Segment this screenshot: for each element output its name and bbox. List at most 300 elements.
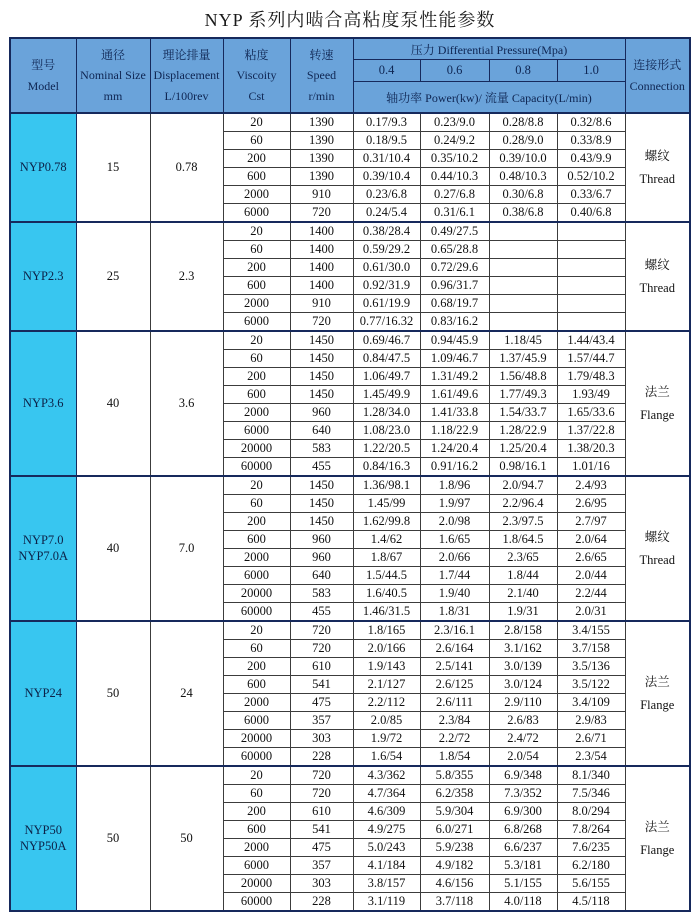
table-row: [10, 113, 690, 132]
power-capacity-cell: 3.4/155: [557, 621, 625, 640]
viscosity-cell: 60: [223, 785, 290, 803]
power-capacity-cell: 1.54/33.7: [489, 404, 557, 422]
power-capacity-cell: 1.46/31.5: [353, 603, 420, 622]
table-body: [10, 113, 690, 911]
power-capacity-cell: 0.92/31.9: [353, 277, 420, 295]
nominal-size-cell: 50: [76, 621, 150, 766]
power-capacity-cell: 1.8/64.5: [489, 531, 557, 549]
power-capacity-cell: 5.0/243: [353, 839, 420, 857]
speed-cell: 910: [290, 186, 353, 204]
viscosity-cell: 600: [223, 386, 290, 404]
speed-cell: 640: [290, 422, 353, 440]
col-header-nominal-unit: mm: [103, 88, 123, 103]
speed-cell: 960: [290, 549, 353, 567]
power-capacity-cell: 0.84/16.3: [353, 458, 420, 477]
power-capacity-cell: 0.28/8.8: [489, 113, 557, 132]
viscosity-cell: 60: [223, 495, 290, 513]
power-capacity-cell: 1.77/49.3: [489, 386, 557, 404]
col-header-speed-cn: 转速: [309, 47, 334, 62]
power-capacity-cell: 0.33/8.9: [557, 132, 625, 150]
power-capacity-cell: 1.93/49: [557, 386, 625, 404]
model-cell: NYP7.0 NYP7.0A: [10, 476, 76, 621]
power-capacity-cell: 2.6/83: [489, 712, 557, 730]
power-capacity-cell: 0.61/30.0: [353, 259, 420, 277]
col-header-speed-en: Speed: [306, 68, 337, 83]
viscosity-cell: 600: [223, 531, 290, 549]
viscosity-cell: 6000: [223, 313, 290, 332]
power-capacity-cell: 8.0/294: [557, 803, 625, 821]
power-capacity-cell: 3.7/158: [557, 640, 625, 658]
power-capacity-cell: 1.44/43.4: [557, 331, 625, 350]
power-capacity-cell: 6.2/358: [420, 785, 489, 803]
power-capacity-cell: 0.40/6.8: [557, 204, 625, 223]
speed-cell: 1400: [290, 222, 353, 241]
table-row: [10, 476, 690, 495]
viscosity-cell: 60000: [223, 748, 290, 767]
power-capacity-cell: [489, 313, 557, 332]
power-capacity-cell: [557, 259, 625, 277]
speed-cell: 475: [290, 839, 353, 857]
power-capacity-cell: 1.6/54: [353, 748, 420, 767]
viscosity-cell: 600: [223, 821, 290, 839]
power-capacity-cell: 5.9/238: [420, 839, 489, 857]
performance-table: [9, 37, 691, 912]
speed-cell: 720: [290, 766, 353, 785]
connection-cell: 螺纹 Thread: [625, 222, 690, 331]
col-header-displacement-cn: 理论排量: [162, 47, 211, 62]
power-capacity-cell: 0.24/9.2: [420, 132, 489, 150]
speed-cell: 303: [290, 730, 353, 748]
power-capacity-cell: 0.61/19.9: [353, 295, 420, 313]
nominal-size-cell: 25: [76, 222, 150, 331]
viscosity-cell: 20: [223, 621, 290, 640]
power-capacity-cell: 6.6/237: [489, 839, 557, 857]
power-capacity-cell: 2.6/71: [557, 730, 625, 748]
power-capacity-cell: 1.61/49.6: [420, 386, 489, 404]
displacement-cell: 50: [150, 766, 223, 911]
power-capacity-cell: 2.0/66: [420, 549, 489, 567]
speed-cell: 541: [290, 821, 353, 839]
speed-cell: 610: [290, 803, 353, 821]
col-header-displacement: [150, 38, 223, 113]
power-capacity-cell: [489, 241, 557, 259]
speed-cell: 1450: [290, 513, 353, 531]
viscosity-cell: 2000: [223, 186, 290, 204]
power-capacity-cell: 3.0/139: [489, 658, 557, 676]
power-capacity-cell: 6.8/268: [489, 821, 557, 839]
power-capacity-cell: 1.01/16: [557, 458, 625, 477]
viscosity-cell: 20000: [223, 440, 290, 458]
power-capacity-cell: 0.52/10.2: [557, 168, 625, 186]
table-row: [10, 766, 690, 785]
speed-cell: 357: [290, 857, 353, 875]
viscosity-cell: 20: [223, 476, 290, 495]
viscosity-cell: 20000: [223, 730, 290, 748]
col-header-model: [10, 38, 76, 113]
power-capacity-cell: [557, 313, 625, 332]
power-capacity-cell: 1.8/44: [489, 567, 557, 585]
power-capacity-cell: 0.28/9.0: [489, 132, 557, 150]
power-capacity-cell: 0.17/9.3: [353, 113, 420, 132]
power-capacity-cell: 0.27/6.8: [420, 186, 489, 204]
power-capacity-cell: 3.7/118: [420, 893, 489, 912]
power-capacity-cell: 5.9/304: [420, 803, 489, 821]
viscosity-cell: 20: [223, 766, 290, 785]
power-capacity-cell: 4.6/309: [353, 803, 420, 821]
power-capacity-cell: 0.77/16.32: [353, 313, 420, 332]
viscosity-cell: 200: [223, 803, 290, 821]
col-header-connection-en: Connection: [629, 78, 685, 93]
power-capacity-cell: 0.38/6.8: [489, 204, 557, 223]
power-capacity-cell: 0.44/10.3: [420, 168, 489, 186]
table-header: [10, 38, 690, 113]
power-capacity-cell: 4.9/275: [353, 821, 420, 839]
displacement-cell: 7.0: [150, 476, 223, 621]
power-capacity-cell: 0.49/27.5: [420, 222, 489, 241]
viscosity-cell: 200: [223, 513, 290, 531]
power-capacity-cell: 0.31/6.1: [420, 204, 489, 223]
speed-cell: 910: [290, 295, 353, 313]
power-capacity-cell: 1.36/98.1: [353, 476, 420, 495]
power-capacity-cell: 2.9/110: [489, 694, 557, 712]
power-capacity-cell: 5.3/181: [489, 857, 557, 875]
col-header-displacement-en: Displacement: [153, 68, 220, 83]
power-capacity-cell: 1.5/44.5: [353, 567, 420, 585]
speed-cell: 1400: [290, 241, 353, 259]
viscosity-cell: 2000: [223, 839, 290, 857]
speed-cell: 583: [290, 585, 353, 603]
power-capacity-cell: 2.0/166: [353, 640, 420, 658]
displacement-cell: 3.6: [150, 331, 223, 476]
connection-cell: 法兰 Flange: [625, 766, 690, 911]
power-capacity-cell: 2.6/164: [420, 640, 489, 658]
power-capacity-cell: 0.48/10.3: [489, 168, 557, 186]
speed-cell: 720: [290, 640, 353, 658]
power-capacity-cell: 2.3/97.5: [489, 513, 557, 531]
speed-cell: 1400: [290, 259, 353, 277]
model-cell: NYP2.3: [10, 222, 76, 331]
power-capacity-cell: [557, 222, 625, 241]
power-capacity-cell: 1.65/33.6: [557, 404, 625, 422]
displacement-cell: 24: [150, 621, 223, 766]
viscosity-cell: 6000: [223, 567, 290, 585]
power-capacity-cell: 2.0/85: [353, 712, 420, 730]
power-capacity-cell: 1.18/22.9: [420, 422, 489, 440]
power-capacity-cell: 0.94/45.9: [420, 331, 489, 350]
speed-cell: 720: [290, 785, 353, 803]
power-capacity-cell: 0.69/46.7: [353, 331, 420, 350]
power-capacity-cell: 3.1/162: [489, 640, 557, 658]
speed-cell: 455: [290, 458, 353, 477]
power-capacity-cell: 4.1/184: [353, 857, 420, 875]
viscosity-cell: 600: [223, 168, 290, 186]
pressure-value-0-6: 0.6: [420, 60, 489, 82]
connection-cell: 螺纹 Thread: [625, 476, 690, 621]
model-cell: NYP3.6: [10, 331, 76, 476]
power-capacity-cell: 1.62/99.8: [353, 513, 420, 531]
power-capacity-cell: 4.5/118: [557, 893, 625, 912]
speed-cell: 1450: [290, 495, 353, 513]
power-capacity-cell: 1.09/46.7: [420, 350, 489, 368]
col-header-speed: [290, 38, 353, 113]
power-capacity-cell: 1.31/49.2: [420, 368, 489, 386]
viscosity-cell: 2000: [223, 404, 290, 422]
power-capacity-cell: 1.37/22.8: [557, 422, 625, 440]
power-capacity-cell: [557, 241, 625, 259]
power-capacity-cell: 2.8/158: [489, 621, 557, 640]
col-header-viscosity-en: Viscoity: [236, 68, 277, 83]
power-capacity-cell: 1.28/22.9: [489, 422, 557, 440]
power-capacity-cell: 1.8/96: [420, 476, 489, 495]
power-capacity-cell: 2.9/83: [557, 712, 625, 730]
speed-cell: 357: [290, 712, 353, 730]
power-capacity-cell: 1.9/72: [353, 730, 420, 748]
model-cell: NYP50 NYP50A: [10, 766, 76, 911]
model-cell: NYP0.78: [10, 113, 76, 222]
header-row-1: [10, 38, 690, 60]
power-capacity-cell: 7.5/346: [557, 785, 625, 803]
power-capacity-cell: 2.0/54: [489, 748, 557, 767]
power-capacity-cell: 1.79/48.3: [557, 368, 625, 386]
viscosity-cell: 20000: [223, 585, 290, 603]
speed-cell: 1390: [290, 168, 353, 186]
viscosity-cell: 20: [223, 331, 290, 350]
power-capacity-cell: 7.8/264: [557, 821, 625, 839]
pressure-value-1-0: 1.0: [557, 60, 625, 82]
power-capacity-cell: 0.39/10.4: [353, 168, 420, 186]
power-capacity-cell: 2.0/44: [557, 567, 625, 585]
power-capacity-cell: 1.22/20.5: [353, 440, 420, 458]
power-capacity-cell: 6.0/271: [420, 821, 489, 839]
power-capacity-cell: 1.45/49.9: [353, 386, 420, 404]
power-capacity-cell: 1.8/165: [353, 621, 420, 640]
pressure-value-0-4: 0.4: [353, 60, 420, 82]
power-capacity-cell: 0.38/28.4: [353, 222, 420, 241]
col-header-nominal-en: Nominal Size: [80, 68, 146, 83]
power-capacity-cell: 2.2/44: [557, 585, 625, 603]
nominal-size-cell: 40: [76, 476, 150, 621]
power-capacity-cell: 1.24/20.4: [420, 440, 489, 458]
power-capacity-cell: [489, 222, 557, 241]
power-capacity-cell: 6.2/180: [557, 857, 625, 875]
viscosity-cell: 200: [223, 150, 290, 168]
displacement-cell: 2.3: [150, 222, 223, 331]
power-capacity-cell: 2.6/65: [557, 549, 625, 567]
power-capacity-cell: 4.6/156: [420, 875, 489, 893]
power-capacity-cell: 4.3/362: [353, 766, 420, 785]
power-capacity-cell: 1.08/23.0: [353, 422, 420, 440]
power-capacity-cell: 1.45/99: [353, 495, 420, 513]
speed-cell: 303: [290, 875, 353, 893]
table-row: [10, 331, 690, 350]
col-header-nominal-size: [76, 38, 150, 113]
viscosity-cell: 2000: [223, 694, 290, 712]
speed-cell: 228: [290, 893, 353, 912]
viscosity-cell: 6000: [223, 712, 290, 730]
power-capacity-cell: 2.6/95: [557, 495, 625, 513]
page-title: NYP 系列内啮合高粘度泵性能参数: [204, 10, 496, 30]
power-capacity-cell: 0.43/9.9: [557, 150, 625, 168]
viscosity-cell: 20000: [223, 875, 290, 893]
power-capacity-cell: 1.41/33.8: [420, 404, 489, 422]
power-capacity-cell: 2.2/112: [353, 694, 420, 712]
power-capacity-cell: 2.3/84: [420, 712, 489, 730]
power-capacity-cell: 3.4/109: [557, 694, 625, 712]
power-capacity-cell: 1.28/34.0: [353, 404, 420, 422]
power-capacity-cell: 2.3/16.1: [420, 621, 489, 640]
viscosity-cell: 60000: [223, 603, 290, 622]
power-capacity-cell: 0.83/16.2: [420, 313, 489, 332]
power-capacity-cell: 1.6/65: [420, 531, 489, 549]
power-capacity-cell: 0.23/9.0: [420, 113, 489, 132]
viscosity-cell: 600: [223, 676, 290, 694]
pressure-value-0-8: 0.8: [489, 60, 557, 82]
power-capacity-cell: 3.5/122: [557, 676, 625, 694]
nominal-size-cell: 50: [76, 766, 150, 911]
viscosity-cell: 6000: [223, 857, 290, 875]
speed-cell: 1390: [290, 150, 353, 168]
speed-cell: 960: [290, 404, 353, 422]
power-capacity-cell: 1.7/44: [420, 567, 489, 585]
viscosity-cell: 60: [223, 640, 290, 658]
power-capacity-cell: 4.7/364: [353, 785, 420, 803]
speed-cell: 1400: [290, 277, 353, 295]
speed-cell: 1390: [290, 113, 353, 132]
power-capacity-cell: 0.98/16.1: [489, 458, 557, 477]
viscosity-cell: 20: [223, 113, 290, 132]
power-capacity-cell: 5.1/155: [489, 875, 557, 893]
viscosity-cell: 200: [223, 658, 290, 676]
col-header-model-en: Model: [27, 78, 59, 93]
speed-cell: 720: [290, 621, 353, 640]
viscosity-cell: 60000: [223, 893, 290, 912]
power-capacity-cell: 6.9/348: [489, 766, 557, 785]
viscosity-cell: 2000: [223, 549, 290, 567]
power-capacity-cell: 1.8/67: [353, 549, 420, 567]
power-capacity-cell: 3.1/119: [353, 893, 420, 912]
col-header-power-capacity: 轴功率 Power(kw)/ 流量 Capacity(L/min): [353, 82, 625, 114]
col-header-connection: [625, 38, 690, 113]
col-header-viscosity-unit: Cst: [248, 88, 265, 103]
col-header-viscosity-cn: 粘度: [244, 47, 269, 62]
power-capacity-cell: 2.1/40: [489, 585, 557, 603]
viscosity-cell: 200: [223, 259, 290, 277]
col-header-nominal-cn: 通径: [100, 47, 125, 62]
power-capacity-cell: 1.9/31: [489, 603, 557, 622]
power-capacity-cell: [489, 277, 557, 295]
power-capacity-cell: 0.30/6.8: [489, 186, 557, 204]
col-header-pressure: 压力 Differential Pressure(Mpa): [353, 38, 625, 60]
power-capacity-cell: 0.18/9.5: [353, 132, 420, 150]
power-capacity-cell: [489, 259, 557, 277]
power-capacity-cell: 0.65/28.8: [420, 241, 489, 259]
power-capacity-cell: 1.18/45: [489, 331, 557, 350]
power-capacity-cell: 2.7/97: [557, 513, 625, 531]
speed-cell: 541: [290, 676, 353, 694]
col-header-viscosity: [223, 38, 290, 113]
power-capacity-cell: 2.2/72: [420, 730, 489, 748]
power-capacity-cell: 1.56/48.8: [489, 368, 557, 386]
speed-cell: 455: [290, 603, 353, 622]
power-capacity-cell: 2.4/72: [489, 730, 557, 748]
power-capacity-cell: 0.91/16.2: [420, 458, 489, 477]
power-capacity-cell: 7.3/352: [489, 785, 557, 803]
table-row: [10, 222, 690, 241]
power-capacity-cell: 2.6/125: [420, 676, 489, 694]
power-capacity-cell: 0.31/10.4: [353, 150, 420, 168]
displacement-cell: 0.78: [150, 113, 223, 222]
power-capacity-cell: 3.8/157: [353, 875, 420, 893]
viscosity-cell: 60: [223, 132, 290, 150]
speed-cell: 720: [290, 204, 353, 223]
power-capacity-cell: 2.5/141: [420, 658, 489, 676]
model-cell: NYP24: [10, 621, 76, 766]
speed-cell: 475: [290, 694, 353, 712]
power-capacity-cell: 3.0/124: [489, 676, 557, 694]
power-capacity-cell: 0.68/19.7: [420, 295, 489, 313]
power-capacity-cell: 1.8/54: [420, 748, 489, 767]
speed-cell: 1390: [290, 132, 353, 150]
power-capacity-cell: [557, 295, 625, 313]
viscosity-cell: 20: [223, 222, 290, 241]
power-capacity-cell: 2.0/98: [420, 513, 489, 531]
power-capacity-cell: 4.0/118: [489, 893, 557, 912]
speed-cell: 1450: [290, 368, 353, 386]
power-capacity-cell: 1.9/40: [420, 585, 489, 603]
viscosity-cell: 6000: [223, 422, 290, 440]
power-capacity-cell: 1.06/49.7: [353, 368, 420, 386]
power-capacity-cell: 1.9/143: [353, 658, 420, 676]
speed-cell: 640: [290, 567, 353, 585]
speed-cell: 960: [290, 531, 353, 549]
viscosity-cell: 6000: [223, 204, 290, 223]
nominal-size-cell: 15: [76, 113, 150, 222]
speed-cell: 1450: [290, 331, 353, 350]
power-capacity-cell: 1.57/44.7: [557, 350, 625, 368]
power-capacity-cell: 1.25/20.4: [489, 440, 557, 458]
viscosity-cell: 2000: [223, 295, 290, 313]
power-capacity-cell: 8.1/340: [557, 766, 625, 785]
connection-cell: 法兰 Flange: [625, 621, 690, 766]
power-capacity-cell: 0.35/10.2: [420, 150, 489, 168]
power-capacity-cell: 2.0/94.7: [489, 476, 557, 495]
power-capacity-cell: [557, 277, 625, 295]
viscosity-cell: 200: [223, 368, 290, 386]
power-capacity-cell: 7.6/235: [557, 839, 625, 857]
power-capacity-cell: 3.5/136: [557, 658, 625, 676]
power-capacity-cell: 0.96/31.7: [420, 277, 489, 295]
power-capacity-cell: 2.0/64: [557, 531, 625, 549]
power-capacity-cell: 0.59/29.2: [353, 241, 420, 259]
power-capacity-cell: [489, 295, 557, 313]
connection-cell: 螺纹 Thread: [625, 113, 690, 222]
power-capacity-cell: 0.39/10.0: [489, 150, 557, 168]
connection-cell: 法兰 Flange: [625, 331, 690, 476]
power-capacity-cell: 2.4/93: [557, 476, 625, 495]
viscosity-cell: 600: [223, 277, 290, 295]
power-capacity-cell: 0.23/6.8: [353, 186, 420, 204]
viscosity-cell: 60: [223, 241, 290, 259]
power-capacity-cell: 2.3/65: [489, 549, 557, 567]
power-capacity-cell: 1.8/31: [420, 603, 489, 622]
power-capacity-cell: 2.6/111: [420, 694, 489, 712]
speed-cell: 1450: [290, 476, 353, 495]
speed-cell: 610: [290, 658, 353, 676]
power-capacity-cell: 0.32/8.6: [557, 113, 625, 132]
col-header-connection-cn: 连接形式: [633, 58, 682, 73]
power-capacity-cell: 2.0/31: [557, 603, 625, 622]
col-header-speed-unit: r/min: [308, 88, 335, 103]
